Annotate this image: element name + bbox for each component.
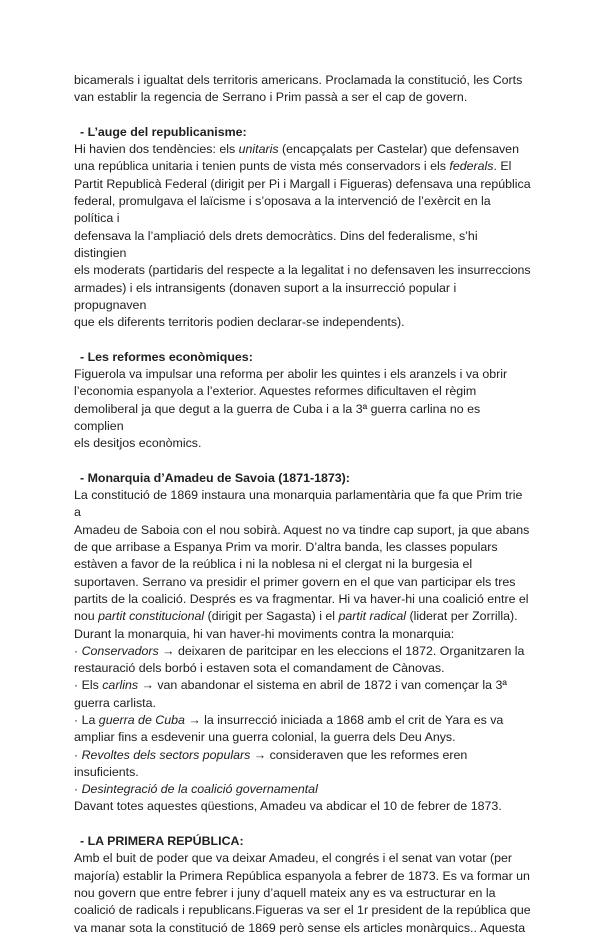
paragraph-line: federal, promulgava el laïcisme i s’oposava a la intervenció de l’exèrcit en la política i [74,194,491,226]
section-heading-republica: - LA PRIMERA REPÚBLICA: [80,834,244,849]
emphasis-carlins: carlins [102,678,139,693]
bullet-marker: · La [74,712,99,727]
emphasis-federals: federals [449,159,494,174]
paragraph-line: estàven a favor de la reública i ni la noblesa ni el clergat ni la burgesia el [74,557,473,572]
paragraph-line: partits de la coalició. Després es va fragmentar. Hi va haver-hi una coalició entre el [74,591,529,606]
paragraph-line: Amadeu de Saboia con el nou sobirà. Aquest no va tindre cap suport, ja que abans [74,522,530,537]
paragraph-line: coalició de radicals i republicans.Figueras va ser el 1r president de la república que [74,903,531,918]
paragraph-line: l’economia espanyola a l’exterior. Aquestes reformes dificultaven el règim [74,384,477,399]
text-run: (dirigit per Sagasta) i el [204,609,339,624]
paragraph-line [74,608,532,625]
paragraph-line: suportaven. Serrano va presidir el primer govern en el que van participar els tres [74,574,516,589]
paragraph-line: va manar sota la constitució de 1869 però sense els articles monàrquics.. Aquesta [74,920,526,935]
emphasis-unitaris: unitaris [238,142,279,157]
bullet-marker: · Els [74,678,103,693]
paragraph-line: que els diferents territoris podien declarar-se independents). [74,315,405,330]
text-run: → consideraven que les reformes eren insuficients. [74,747,468,779]
spacer [74,816,532,833]
paragraph-line: majoría) establir la Primera República espanyola a febrer de 1873. Es va formar un [74,868,530,883]
bullet-item-revoltes [74,747,532,782]
document-body [74,72,532,937]
intro-line: bicamerals i igualtat dels territoris americans. Proclamada la constitució, les Corts [74,73,523,87]
paragraph-line: defensava la l’ampliació dels drets democràtics. Dins del federalisme, s’hi distingien [74,228,478,260]
paragraph-line: restauració dels borbó i estaven sota el comandament de Cànovas. [74,661,445,676]
paragraph-line: armades) i els intransigents (donaven suport a la insurrecció popular i propugnaven [74,280,457,312]
section-heading-republicanisme: - L’auge del republicanisme: [80,124,247,139]
bullet-item-desintegracio [74,781,532,798]
bullet-item-guerra-cuba [74,712,532,729]
text-run: . El [493,159,512,174]
text-run: nou [74,609,99,624]
paragraph-line [74,158,532,175]
intro-line: van establir la regencia de Serrano i Prim passà a ser el cap de govern. [74,90,468,105]
emphasis-conservadors: Conservadors [81,643,159,658]
paragraph-line: Amb el buit de poder que va deixar Amadeu, el congrés i el senat van votar (per [74,851,513,866]
text-run: → la insurrecció iniciada a 1868 amb el crit de Yara es va [184,712,504,727]
text-run: Hi havien dos tendències: els [74,142,239,157]
paragraph-line: de que arribase a Espanya Prim va morir. D’altra banda, les classes populars [74,540,498,555]
paragraph-line: nou govern que entre febrer i juny d’aquell mateix any es va estructurar en la [74,885,496,900]
spacer [74,331,532,348]
spacer [74,453,532,470]
bullet-item-carlins [74,677,532,694]
paragraph-line: Figuerola va impulsar una reforma per abolir les quintes i els aranzels i va obrir [74,367,508,382]
bullet-marker: · [74,643,82,658]
spacer [74,107,532,124]
emphasis-desintegracio: Desintegració de la coalició governamental [81,782,318,797]
bullet-item-conservadors [74,643,532,660]
paragraph-line: Durant la monarquia, hi van haver-hi moviments contra la monarquia: [74,626,455,641]
text-run: una república unitaria i tenien punts de vista més conservadors i els [74,159,450,174]
emphasis-partit-radical: partit radical [338,609,406,624]
emphasis-revoltes: Revoltes dels sectors populars [81,747,251,762]
emphasis-partit-constitucional: partit constitucional [98,609,205,624]
paragraph-line: els moderats (partidaris del respecte a la legalitat i no defensaven les insurreccions [74,263,531,278]
section-heading-reformes: - Les reformes econòmiques: [80,349,253,364]
paragraph-line: ampliar fins a esdevenir una guerra colonial, la guerra dels Deu Anys. [74,730,456,745]
text-run: → deixaren de paritcipar en les eleccions el 1872. Organitzaren la [158,643,525,658]
text-run: → van abandonar el sistema en abril de 1872 i van començar la 3ª [138,678,507,693]
paragraph-line: guerra carlista. [74,695,156,710]
bullet-marker: · [74,747,82,762]
emphasis-guerra-cuba: guerra de Cuba [98,712,185,727]
text-run: (encapçalats per Castelar) que defensaven [278,142,519,157]
paragraph-line: els desitjos econòmics. [74,436,202,451]
text-run: (liderat per Zorrilla). [406,609,518,624]
paragraph-line: Davant totes aquestes qüestions, Amadeu va abdicar el 10 de febrer de 1873. [74,799,502,814]
paragraph-line: demoliberal ja que degut a la guerra de Cuba i a la 3ª guerra carlina no es complien [74,401,481,433]
paragraph-line: Partit Republicà Federal (dirigit per Pi i Margall i Figueras) defensava una república [74,176,531,191]
paragraph-line: La constitució de 1869 instaura una monarquia parlamentària que fa que Prim trie a [74,488,523,520]
bullet-marker: · [74,782,82,797]
section-heading-amadeu: - Monarquia d’Amadeu de Savoia (1871-1873): [80,470,350,485]
paragraph-line [74,141,532,158]
